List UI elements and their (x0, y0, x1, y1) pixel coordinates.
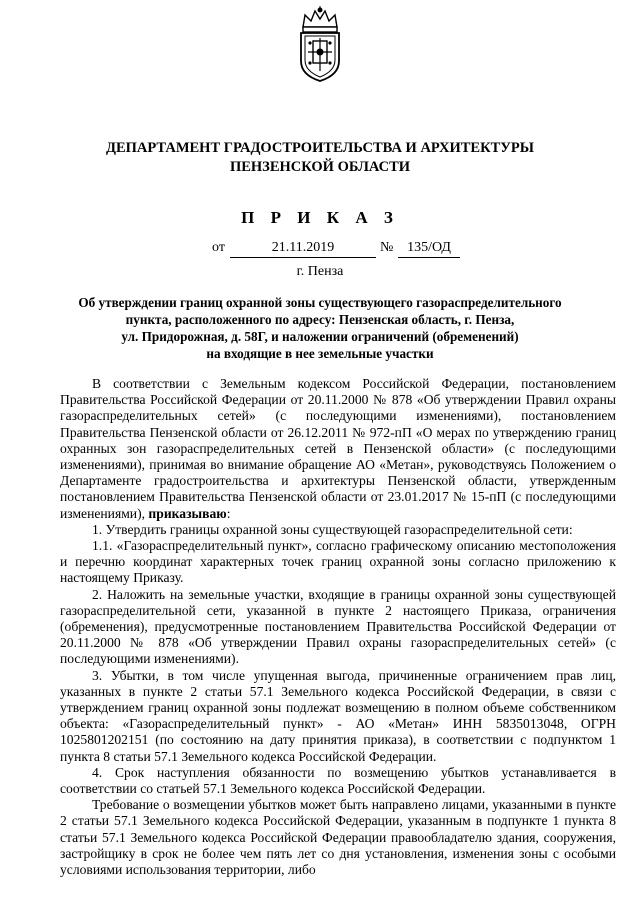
title-line-3: ул. Придорожная, д. 58Г, и наложении ограничений (обременений) (121, 329, 519, 344)
paragraph-item-4: 4. Срок наступления обязанности по возмещению убытков устанавливается в соответствии со статьей 57.1 Земельного кодекса Российской Федерации. (60, 764, 616, 797)
paragraph-item-1-1: 1.1. «Газораспределительный пункт», согласно графическому описанию местоположения и перечню координат характерных точек границ охранной зоны согласно приложению к настоящему Приказу. (60, 538, 616, 586)
city: г. Пенза (296, 264, 344, 279)
paragraph-preamble (60, 376, 616, 522)
document-body (60, 376, 616, 878)
date-prefix: от (212, 240, 225, 255)
number-prefix: № (380, 240, 394, 255)
document-title (60, 294, 580, 362)
document-number: 135/ОД (398, 240, 460, 258)
department-line-2: ПЕНЗЕНСКОЙ ОБЛАСТИ (229, 159, 411, 175)
paragraph-item-1: 1. Утвердить границы охранной зоны существующей газораспределительной сети: (92, 521, 573, 537)
order-keyword: приказываю (148, 505, 227, 521)
title-line-4: на входящие в нее земельные участки (206, 346, 434, 361)
preamble-text: В соответствии с Земельным кодексом Российской Федерации, постановлением Правительства Российской Федерации от 20.11.2000 № 878 «Об утверждении Правил охраны газораспределительных сетей» (с последующими изменениями), постановлением Правительства Пензенской области от 26.12.2011 № 972-пП «О мерах по утверждению границ охранных зон газораспределительных сетей в Пензенской области» (с последующими изменениями), принимая во внимание обращение АО «Метан», руководствуясь Положением о Департаменте градостроительства и архитектуры Пензенской области, утвержденным постановлением Правительства Пензенской области от 23.01.2017 № 15-пП (с последующими изменениями), (60, 376, 616, 521)
department-name (60, 139, 580, 177)
penza-coat-of-arms-icon (293, 5, 347, 83)
preamble-end: : (226, 505, 231, 521)
paragraph-requirement: Требование о возмещении убытков может быть направлено лицами, указанными в пункте 2 статьи 57.1 Земельного кодекса Российской Федерации, указанным в подпункте 1 пункта 8 статьи 57.1 Земельного кодекса Российской Федерации правообладателю здания, сооружения, застройщику в срок не более чем пять лет со дня установления, изменения зоны с особыми условиями использования территории, либо (60, 797, 616, 878)
title-line-2: пункта, расположенного по адресу: Пензенская область, г. Пенза, (125, 312, 515, 327)
title-line-1: Об утверждении границ охранной зоны существующего газораспределительного (78, 295, 562, 310)
paragraph-item-3: 3. Убытки, в том числе упущенная выгода, причиненные ограничением прав лиц, указанных в пункте 2 статьи 57.1 Земельного кодекса Российской Федерации, в связи с утверждением границ охранной зоны подлежат возмещению в полном объеме собственником объекта: «Газораспределительный пункт» - АО «Метан» ИНН 5835013048, ОГРН 1025801202151 (по состоянию на дату принятия приказа), в соответствии с подпунктом 1 пункта 8 статьи 57.1 Земельного кодекса Российской Федерации. (60, 667, 616, 764)
paragraph-item-2: 2. Наложить на земельные участки, входящие в границы охранной зоны существующей газораспределительной сети, указанной в пункте 2 настоящего Приказа, ограничения (обременения), предусмотренные постановлением Правительства Российской Федерации от 20.11.2000 № 878 «Об утверждении Правил охраны газораспределительных сетей» (с последующими изменениями). (60, 586, 616, 667)
department-line-1: ДЕПАРТАМЕНТ ГРАДОСТРОИТЕЛЬСТВА И АРХИТЕКТУРЫ (105, 140, 535, 156)
document-date: 21.11.2019 (230, 240, 376, 258)
document-type: П Р И К А З (241, 208, 399, 227)
